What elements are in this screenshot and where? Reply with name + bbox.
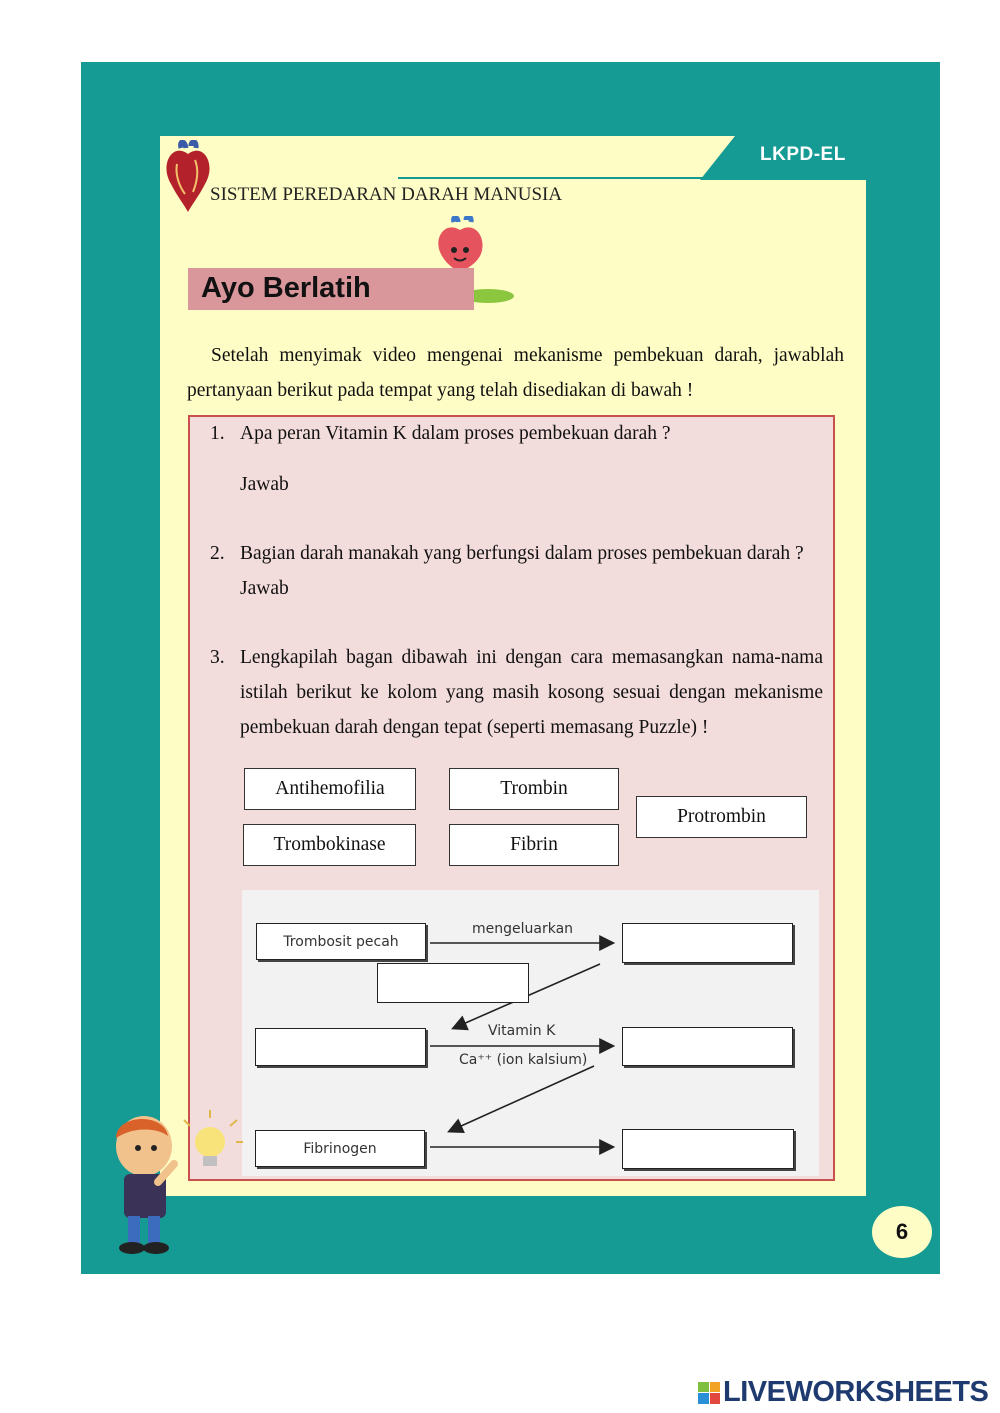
term-card-protrombin[interactable]: Protrombin (636, 796, 807, 838)
question-number: 1. (210, 423, 225, 444)
brand-footer (698, 1376, 988, 1409)
term-card-antihemofilia[interactable]: Antihemofilia (244, 768, 416, 810)
arrow-label-calcium: Ca⁺⁺ (ion kalsium) (459, 1052, 588, 1068)
heart-icon (163, 140, 213, 214)
liveworksheets-logo-icon (698, 1382, 720, 1404)
term-card-trombin[interactable]: Trombin (449, 768, 619, 810)
answer-label-2[interactable]: Jawab (240, 578, 289, 599)
thinking-boy-icon (98, 1108, 243, 1256)
question-text: Apa peran Vitamin K dalam proses pembekuan darah ? (240, 423, 671, 444)
term-card-trombokinase[interactable]: Trombokinase (243, 824, 416, 866)
section-heading: Ayo Berlatih (201, 272, 371, 304)
question-number: 2. (210, 543, 225, 564)
arrow-label-mengeluarkan: mengeluarkan (472, 921, 574, 937)
page-number: 6 (872, 1206, 932, 1258)
question-text: Bagian darah manakah yang berfungsi dalam proses pembekuan darah ? (240, 543, 804, 564)
question-1 (210, 416, 830, 451)
lkpd-badge: LKPD-EL (760, 144, 846, 165)
instructions-paragraph: Setelah menyimak video mengenai mekanisme pembekuan darah, jawablah pertanyaan berikut pada tempat yang telah disediakan di bawah ! (187, 345, 844, 401)
drop-zone-4[interactable] (622, 1027, 793, 1066)
drop-zone-1[interactable] (622, 923, 793, 963)
brand-name: LIVEWORKSHEETS (723, 1376, 989, 1408)
arrow-label-vitamin-k: Vitamin K (488, 1023, 556, 1039)
question-3 (210, 640, 830, 745)
question-2 (210, 536, 830, 571)
question-number: 3. (210, 647, 225, 668)
topic-title: SISTEM PEREDARAN DARAH MANUSIA (210, 184, 563, 205)
diagram-box-fibrinogen: Fibrinogen (255, 1130, 425, 1167)
diagram-box-trombosit: Trombosit pecah (256, 923, 426, 960)
drop-zone-3[interactable] (255, 1028, 426, 1066)
drop-zone-2[interactable] (377, 963, 529, 1003)
answer-label-1[interactable]: Jawab (240, 474, 289, 495)
drop-zone-5[interactable] (622, 1129, 794, 1169)
term-card-fibrin[interactable]: Fibrin (449, 824, 619, 866)
question-text: Lengkapilah bagan dibawah ini dengan cara memasangkan nama-nama istilah berikut ke kolom yang masih kosong sesuai dengan mekanisme pembekuan darah dengan tepat (seperti memasang Puzzle) ! (240, 647, 823, 738)
